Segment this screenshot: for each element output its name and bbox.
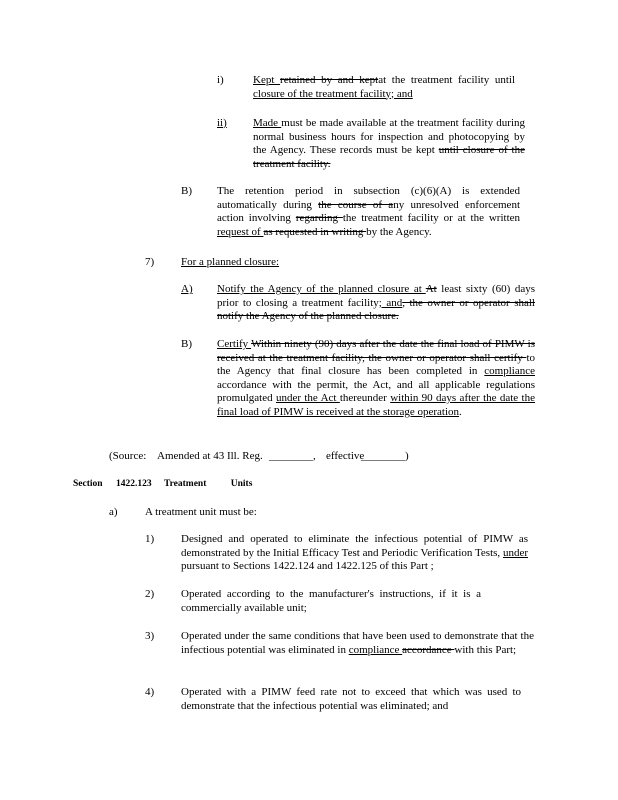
- item-ii-inserted: Made: [253, 117, 282, 129]
- section-label: Section: [73, 479, 103, 489]
- item-a7-text: [217, 283, 535, 324]
- item-a7-deleted-2: , the owner or operator shall notify the Agency of the planned closure.: [217, 296, 535, 322]
- item-i-deleted: retained by and kept: [280, 74, 379, 86]
- unit-1-inserted: under: [502, 546, 528, 559]
- source-effective: effective: [326, 450, 365, 462]
- item-b7-plain-3: thereunder: [339, 392, 391, 404]
- item-a-text: A treatment unit must be:: [145, 506, 257, 518]
- unit-1-marker: 1): [145, 533, 155, 545]
- unit-3-plain-2: with this Part;: [454, 643, 517, 656]
- item-b6-deleted-1: the course of a: [318, 198, 394, 211]
- item-a7-inserted-1: Notify the Agency of the planned closure at: [217, 283, 426, 295]
- item-a7-plain: least sixty (60) days prior to closing a treatment facility: [217, 283, 535, 309]
- item-ii-plain: must be made available at the treatment facility during normal business hours for inspection and photocopying by the Agency. These records must be kept: [253, 117, 526, 156]
- item-b7-plain-2: accordance with the permit, the Act, and all applicable regulations promulgated: [217, 378, 535, 404]
- item-b6-text: [217, 185, 520, 239]
- item-b7-marker: B): [181, 338, 192, 350]
- item-a7-marker: A): [181, 283, 193, 295]
- item-b7-inserted-1: Certify: [217, 338, 252, 350]
- item-b7-deleted-1: Within ninety (90) days after the date the final load of PIMW is received at the treatment facility, the owner or operator shall certify: [217, 338, 535, 364]
- item-b6-plain-1: The retention period in subsection (c)(6)(A) is extended automatically during: [217, 185, 520, 211]
- item-i-marker: i): [217, 74, 224, 86]
- unit-2-marker: 2): [145, 588, 155, 600]
- item-b6-plain-2: ny unresolved enforcement action involving: [217, 198, 520, 224]
- section-title: Treatment Units: [164, 479, 253, 489]
- item-a-marker: a): [109, 506, 118, 518]
- unit-1-plain-1: Designed and operated to eliminate the infectious potential of PIMW as demonstrated by the Initial Efficacy Test and Periodic Verification Tests,: [181, 533, 528, 559]
- item-b6-inserted: request of: [217, 225, 264, 238]
- unit-3-plain-1: Operated under the same conditions that have been used to demonstrate that the infectious potential was eliminated in: [181, 630, 534, 656]
- item-ii-deleted: until closure of the treatment facility.: [253, 144, 525, 170]
- source-amended: Amended at 43 Ill. Reg.: [157, 450, 263, 462]
- item-i-plain: at the treatment facility until: [378, 74, 515, 86]
- unit-1-plain-2: pursuant to Sections 1422.124 and 1422.125 of this Part ;: [181, 560, 434, 572]
- unit-3-text: [181, 630, 534, 657]
- source-label: (Source:: [109, 450, 147, 462]
- item-i-inserted-closure: closure of the treatment facility; and: [253, 87, 413, 100]
- item-i-inserted-kept: Kept: [253, 74, 281, 86]
- item-b7-plain-4: .: [459, 405, 462, 418]
- item-7-text: For a planned closure:: [181, 256, 280, 268]
- unit-4-marker: 4): [145, 686, 155, 698]
- unit-3-inserted: compliance: [348, 643, 403, 656]
- item-b6-marker: B): [181, 185, 192, 197]
- item-a7-inserted-2: ; and: [378, 296, 403, 309]
- source-blank-2: ________): [361, 450, 409, 462]
- item-a7-deleted-1: At: [425, 283, 437, 295]
- item-i-text: [253, 74, 515, 101]
- unit-4-text: Operated with a PIMW feed rate not to exceed that which was used to demonstrate that the infectious potential was eliminated; and: [181, 686, 521, 712]
- item-b7-text: [217, 338, 535, 419]
- unit-3-marker: 3): [145, 630, 155, 642]
- source-blank-1: ________,: [269, 450, 316, 462]
- unit-2-text: Operated according to the manufacturer's instructions, if it is a commercially available unit;: [181, 588, 481, 614]
- item-b7-plain-1: to the Agency that final closure has been completed in: [217, 351, 535, 377]
- item-b6-deleted-3: as requested in writing: [263, 225, 367, 238]
- item-b7-inserted-2: compliance: [484, 365, 535, 377]
- unit-1-text: [181, 533, 528, 574]
- item-b6-deleted-2: regarding: [295, 212, 343, 224]
- item-ii-marker: ii): [217, 117, 227, 129]
- item-7-marker: 7): [145, 256, 155, 268]
- item-ii-text: [253, 117, 525, 171]
- item-b6-plain-3: the treatment facility or at the written: [342, 212, 521, 224]
- item-b6-plain-4: by the Agency.: [366, 225, 432, 238]
- section-number: 1422.123: [116, 479, 152, 489]
- item-b7-inserted-4: within 90 days after the date the final load of PIMW is received at the storage operation: [217, 392, 535, 418]
- item-b7-inserted-3: under the Act: [275, 392, 340, 404]
- unit-3-deleted: accordance: [402, 643, 455, 656]
